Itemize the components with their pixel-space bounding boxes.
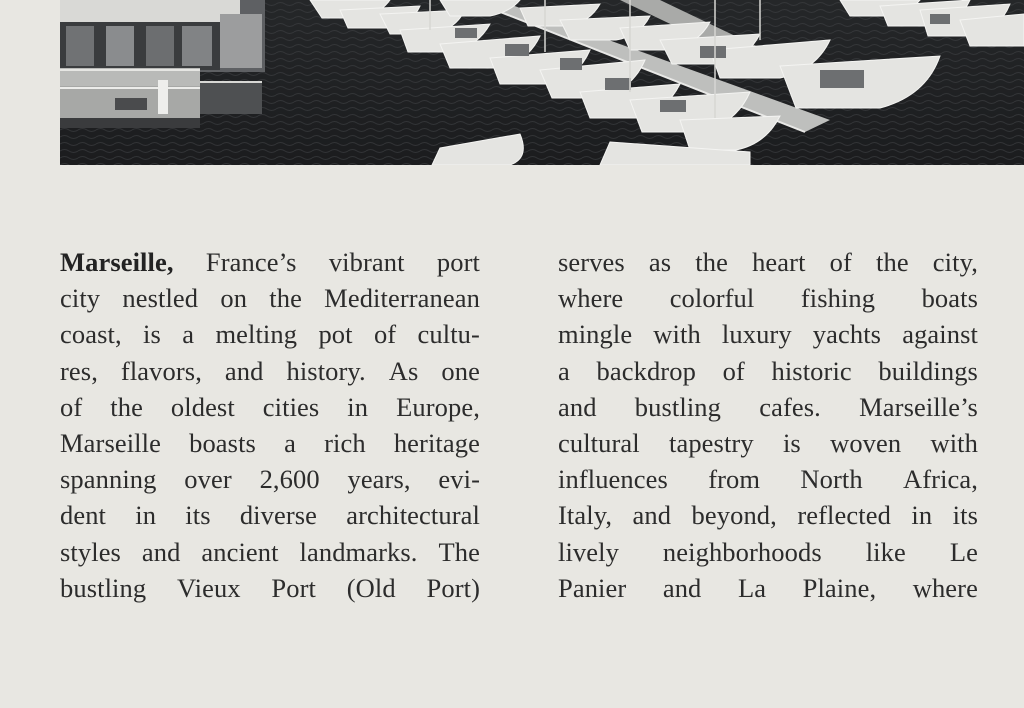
word: cafes. — [759, 391, 821, 422]
word: and — [558, 391, 597, 422]
word: city, — [932, 247, 978, 277]
word: its — [952, 500, 978, 531]
word: of — [722, 355, 745, 386]
word: city — [60, 283, 101, 314]
word: evi- — [438, 464, 480, 495]
text-line — [60, 534, 480, 570]
word: like — [865, 536, 906, 567]
article-column-left — [60, 244, 480, 606]
word: and — [224, 355, 264, 386]
word: The — [438, 536, 480, 567]
word: Mediterranean — [324, 283, 480, 314]
word: Port) — [426, 572, 480, 603]
word: La — [737, 572, 767, 603]
word: is — [782, 427, 801, 458]
word: mingle — [558, 319, 633, 350]
word: and — [141, 536, 181, 567]
word: Le — [949, 536, 978, 567]
word: res, — [60, 355, 98, 386]
word: oldest — [170, 391, 235, 422]
word: (Old — [346, 572, 396, 603]
word: buildings — [878, 355, 978, 386]
word: yachts — [812, 319, 882, 350]
word: historic — [771, 355, 852, 386]
word: in — [135, 500, 157, 531]
word: cultu- — [417, 319, 480, 350]
word: and — [662, 572, 702, 603]
word: bustling — [60, 572, 147, 603]
word: with — [653, 319, 701, 350]
word: serves — [558, 247, 625, 277]
word: Vieux — [176, 572, 241, 603]
word: port — [436, 247, 480, 277]
article-column-right — [558, 244, 978, 606]
word: pot — [318, 319, 353, 350]
word: luxury — [721, 319, 792, 350]
word: bustling — [634, 391, 721, 422]
word: architectural — [346, 500, 480, 531]
word: a — [558, 355, 570, 386]
marina-photo — [60, 0, 1024, 165]
word: cities — [262, 391, 320, 422]
word: a — [284, 427, 296, 458]
word: in — [347, 391, 369, 422]
text-line — [558, 497, 978, 533]
word: Africa, — [903, 464, 978, 495]
word: where — [558, 283, 624, 314]
word: diverse — [239, 500, 318, 531]
word: the — [695, 247, 728, 277]
marina-photo-graphic — [60, 0, 1024, 165]
floating-building — [60, 0, 265, 128]
word: boasts — [189, 427, 256, 458]
text-line — [60, 244, 480, 280]
word: against — [902, 319, 978, 350]
word: nestled — [122, 283, 199, 314]
word: woven — [830, 427, 902, 458]
word: fishing — [800, 283, 876, 314]
word: heart — [752, 247, 806, 277]
word: years, — [347, 464, 411, 495]
word: tapestry — [669, 427, 754, 458]
word: dent — [60, 500, 107, 531]
text-line — [558, 425, 978, 461]
text-line — [558, 389, 978, 425]
text-line — [558, 353, 978, 389]
word: Panier — [558, 572, 627, 603]
word: of — [373, 319, 397, 350]
word: France’s — [205, 247, 297, 277]
text-line — [558, 244, 978, 280]
word: the — [269, 283, 302, 314]
word: backdrop — [596, 355, 696, 386]
word: Plaine, — [802, 572, 877, 603]
word: ancient — [201, 536, 279, 567]
word: a — [182, 319, 195, 350]
word: lively — [558, 536, 619, 567]
word: one — [441, 355, 480, 386]
text-line — [60, 461, 480, 497]
text-line — [558, 570, 978, 606]
word: rich — [324, 427, 366, 458]
word: and — [632, 500, 672, 531]
word: influences — [558, 464, 668, 495]
word: cultural — [558, 427, 640, 458]
word: in — [911, 500, 933, 531]
text-line — [60, 570, 480, 606]
word: Marseille’s — [859, 391, 978, 422]
word: colorful — [669, 283, 755, 314]
lead-word: Marseille, — [60, 247, 174, 277]
word: Marseille — [60, 427, 161, 458]
text-line — [558, 280, 978, 316]
word: history. — [286, 355, 366, 386]
word: beyond, — [691, 500, 777, 531]
word: from — [708, 464, 761, 495]
word: neighborhoods — [662, 536, 822, 567]
word: of — [829, 247, 852, 277]
text-line — [558, 316, 978, 352]
word: spanning — [60, 464, 157, 495]
word: with — [930, 427, 978, 458]
word: over — [184, 464, 232, 495]
word: its — [185, 500, 211, 531]
word: boats — [921, 283, 978, 314]
word: the — [110, 391, 143, 422]
word: heritage — [393, 427, 480, 458]
word: is — [143, 319, 161, 350]
word: flavors, — [120, 355, 202, 386]
word: Port — [271, 572, 316, 603]
word: reflected — [797, 500, 891, 531]
word: on — [220, 283, 248, 314]
word: landmarks. — [299, 536, 418, 567]
word: vibrant — [328, 247, 405, 277]
word: melting — [215, 319, 298, 350]
word: of — [60, 391, 83, 422]
word: 2,600 — [259, 464, 320, 495]
text-line — [60, 497, 480, 533]
text-line — [60, 316, 480, 352]
word: As — [388, 355, 419, 386]
text-line — [558, 534, 978, 570]
text-line — [60, 353, 480, 389]
word: Europe, — [396, 391, 480, 422]
text-line — [60, 389, 480, 425]
word: Italy, — [558, 500, 613, 531]
word: coast, — [60, 319, 122, 350]
text-line — [60, 425, 480, 461]
word: styles — [60, 536, 121, 567]
word: the — [876, 247, 909, 277]
text-line — [558, 461, 978, 497]
word: as — [648, 247, 672, 277]
word: where — [912, 572, 978, 603]
word: North — [800, 464, 863, 495]
text-line — [60, 280, 480, 316]
